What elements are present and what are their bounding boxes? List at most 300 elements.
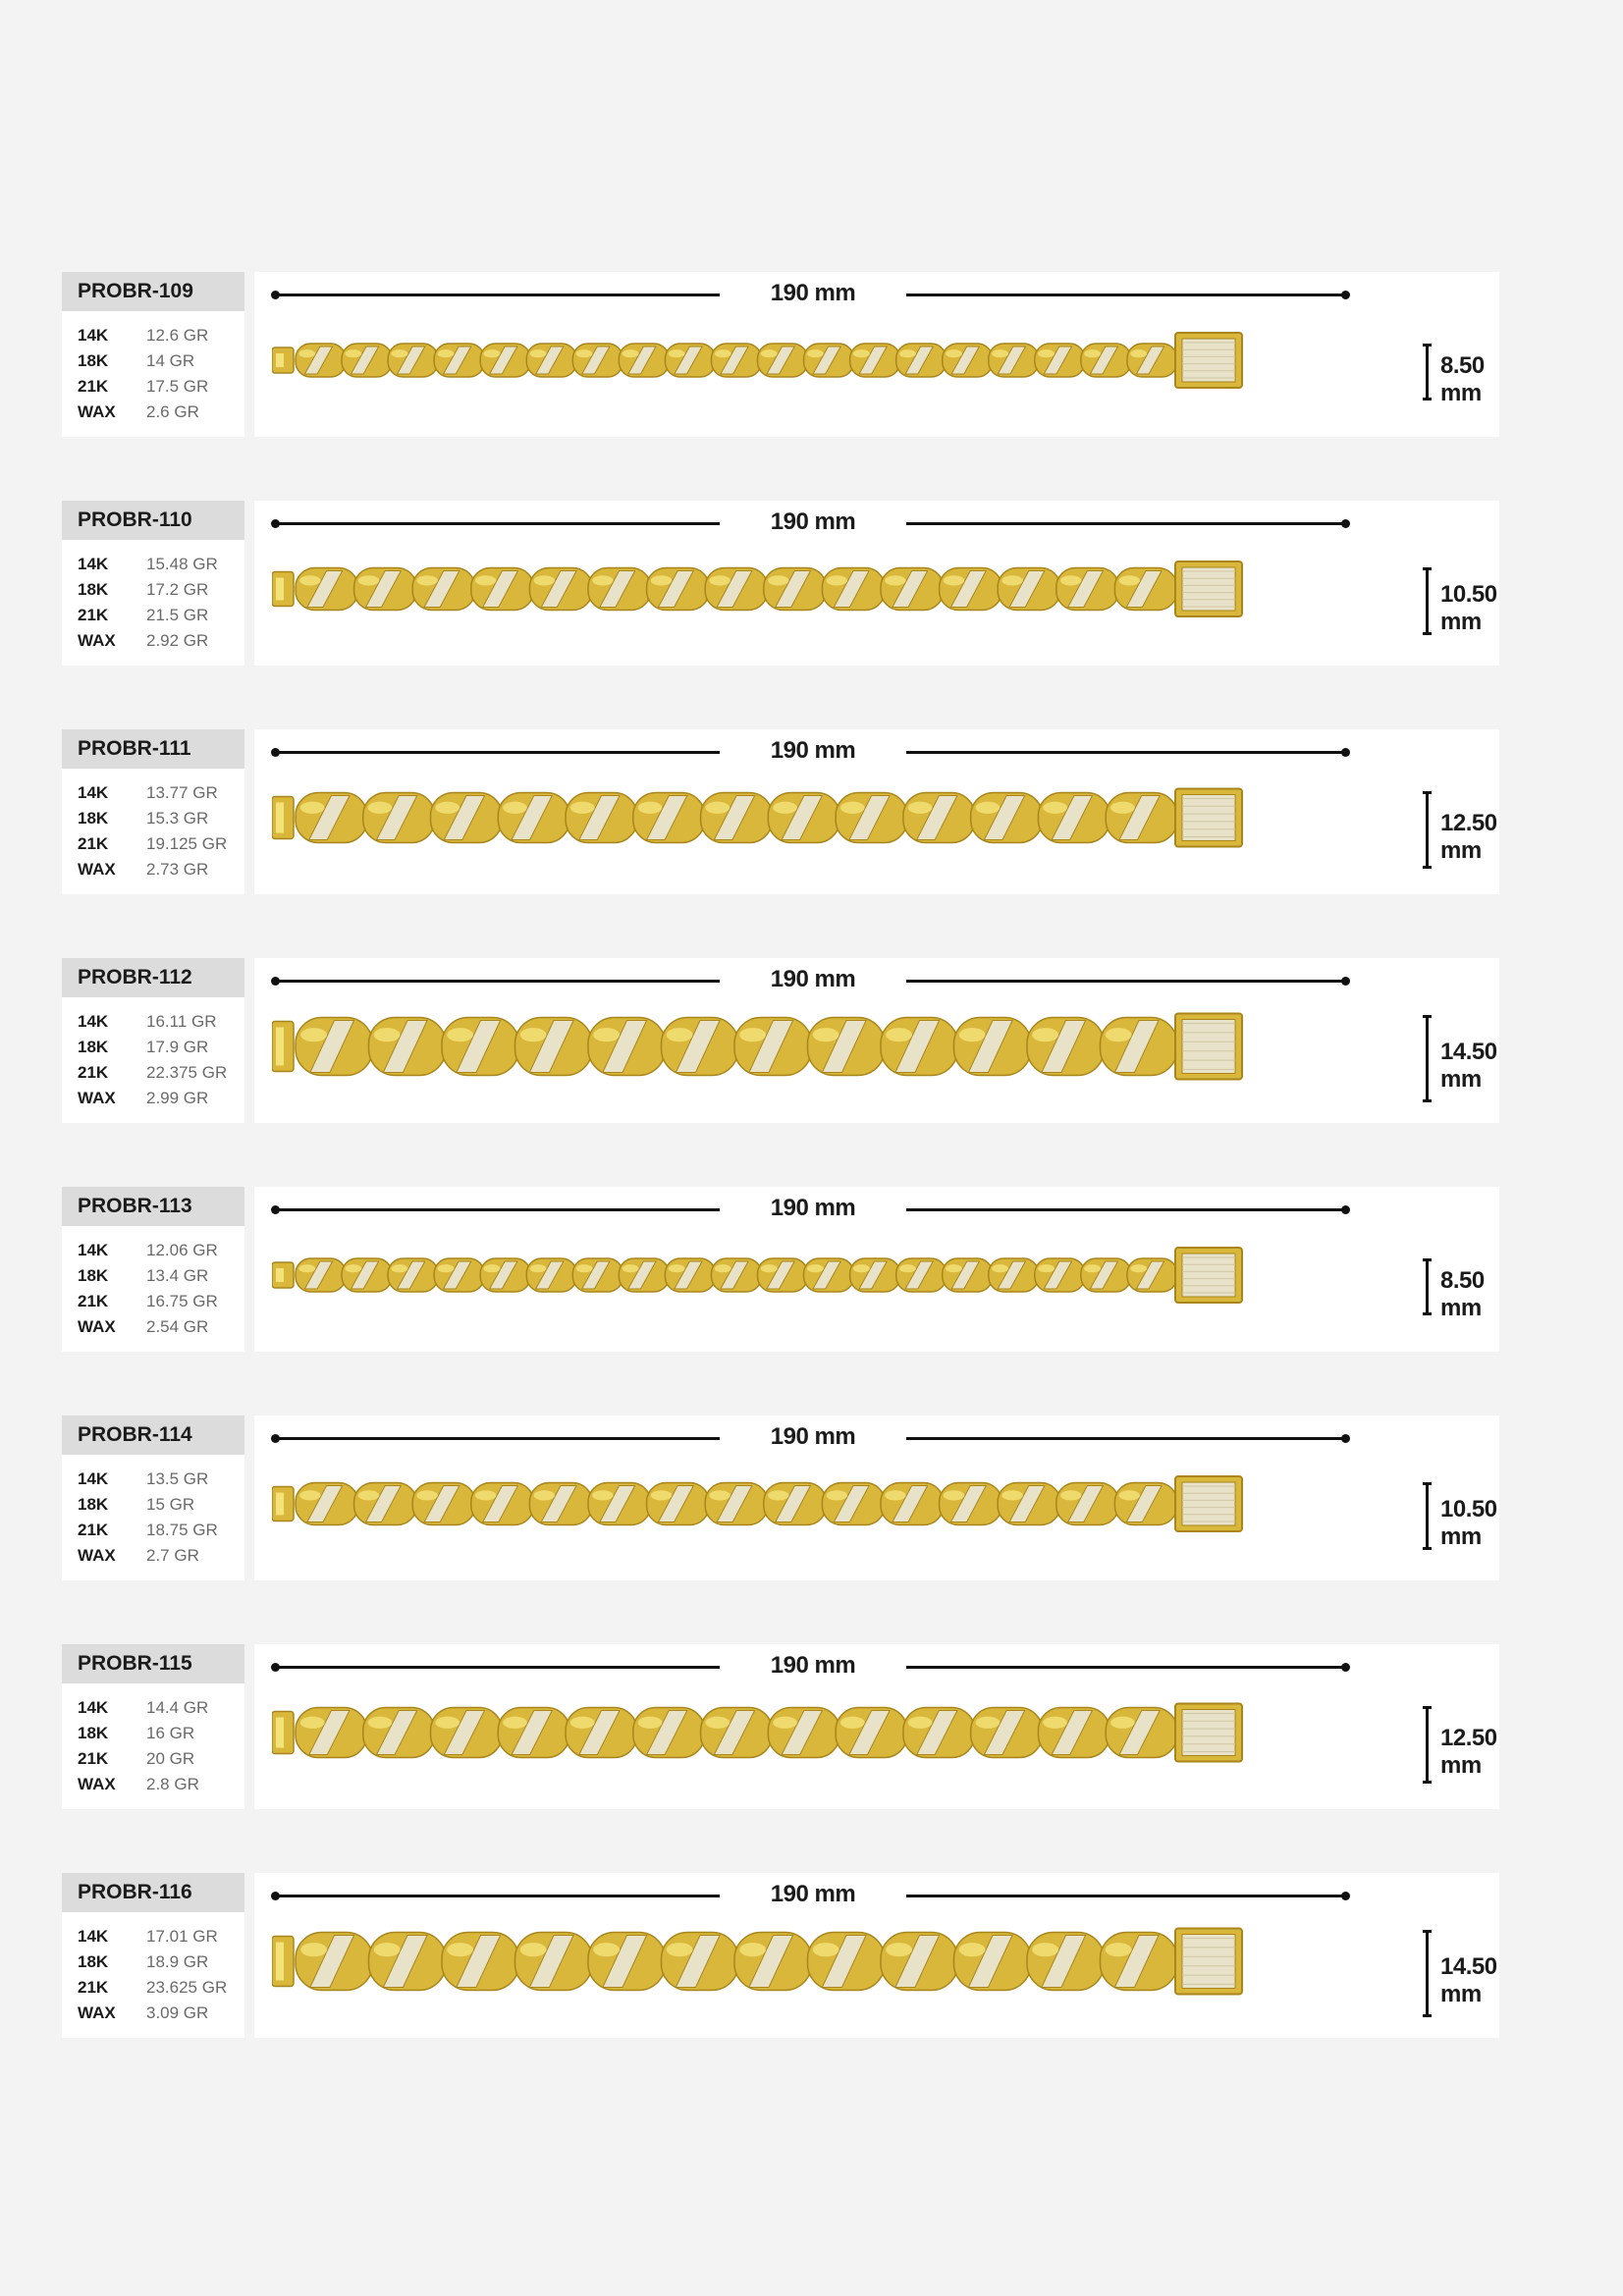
cuban-chain-graphic [272, 1455, 1273, 1553]
width-dimension-bar [1426, 1482, 1429, 1550]
weight-line [78, 806, 227, 831]
width-dimension-bar [1426, 1258, 1429, 1315]
chain-end-highlight [276, 578, 284, 601]
karat-label: 21K [78, 377, 109, 396]
bracelet-image [272, 1226, 1273, 1329]
clasp-pave-panel [1182, 1482, 1235, 1525]
karat-label: WAX [78, 1546, 116, 1565]
weight-line [78, 323, 208, 348]
chain-link [296, 1483, 358, 1525]
width-label: 14.50 mm [1440, 1039, 1497, 1093]
chain-link [836, 1708, 907, 1758]
weight-line [78, 1009, 227, 1035]
chain-end-highlight [276, 1718, 284, 1748]
length-dimension-line-right [906, 1666, 1346, 1669]
chain-link [971, 793, 1043, 843]
product-row [62, 501, 1499, 666]
length-endpoint-right [1341, 748, 1350, 757]
chain-link [296, 344, 346, 377]
karat-label: 21K [78, 1292, 109, 1310]
weight-line [78, 1746, 208, 1772]
chain-link [734, 1018, 812, 1076]
chain-link [836, 793, 907, 843]
weight-value: 17.9 GR [146, 1038, 209, 1056]
chain-link [701, 793, 773, 843]
chain-link [412, 1483, 475, 1525]
chain-link [940, 1483, 1002, 1525]
weight-line [78, 1467, 218, 1492]
length-label: 190 mm [770, 737, 856, 764]
length-endpoint-left [271, 291, 280, 299]
karat-label: 18K [78, 351, 109, 370]
chain-link [1081, 344, 1131, 377]
chain-link [850, 344, 900, 377]
weight-line [78, 1035, 227, 1060]
chain-link [1027, 1933, 1105, 1991]
bracelet-panel [254, 1644, 1499, 1809]
weight-line [78, 552, 218, 577]
chain-link [354, 568, 417, 611]
weight-value: 17.5 GR [146, 377, 209, 396]
chain-link [471, 568, 534, 611]
chain-link [296, 1258, 346, 1292]
length-endpoint-left [271, 1663, 280, 1672]
weight-value: 23.625 GR [146, 1978, 228, 1997]
karat-label: 14K [78, 1012, 109, 1031]
chain-link [1127, 1258, 1177, 1292]
karat-label: 21K [78, 1063, 109, 1082]
chain-link [662, 1018, 739, 1076]
width-dimension-bar [1426, 791, 1429, 869]
chain-link [296, 1933, 373, 1991]
karat-label: WAX [78, 860, 116, 879]
weight-line [78, 1060, 227, 1086]
weight-line [78, 857, 227, 882]
chain-link [903, 1708, 975, 1758]
chain-end-highlight [276, 1028, 284, 1066]
weight-line [78, 1492, 218, 1518]
product-code: PROBR-116 [62, 1873, 244, 1912]
length-dimension-line-right [906, 522, 1346, 525]
bracelet-panel [254, 1187, 1499, 1352]
weight-value: 2.8 GR [146, 1775, 199, 1793]
chain-link [412, 568, 475, 611]
cuban-chain-graphic [272, 1683, 1273, 1782]
chain-link [804, 1258, 854, 1292]
product-info-card [62, 1187, 244, 1352]
weight-line [78, 1086, 227, 1111]
weight-value: 2.73 GR [146, 860, 209, 879]
weight-line [78, 1975, 227, 2001]
chain-link [758, 344, 808, 377]
clasp-pave-panel [1182, 1254, 1235, 1297]
chain-link [896, 1258, 947, 1292]
chain-link [665, 344, 715, 377]
product-row [62, 958, 1499, 1123]
weight-line [78, 1924, 227, 1949]
weight-value: 14 GR [146, 351, 195, 370]
chain-link [1056, 568, 1119, 611]
length-dimension-line-left [276, 1666, 720, 1669]
chain-link [588, 1018, 666, 1076]
weight-line [78, 780, 227, 806]
chain-link [566, 793, 637, 843]
weight-table [78, 323, 208, 425]
product-code: PROBR-111 [62, 729, 244, 769]
chain-link [296, 1018, 373, 1076]
bracelet-image [272, 997, 1273, 1100]
length-label: 190 mm [770, 280, 856, 306]
chain-link [480, 344, 530, 377]
cuban-chain-graphic [272, 1226, 1273, 1324]
chain-link [1106, 793, 1177, 843]
chain-link [822, 568, 885, 611]
weight-value: 15.3 GR [146, 809, 209, 828]
weight-value: 3.09 GR [146, 2003, 209, 2022]
clasp-pave-panel [1182, 795, 1235, 841]
chain-link [705, 568, 768, 611]
bracelet-panel [254, 501, 1499, 666]
clasp-pave-panel [1182, 567, 1235, 611]
clasp-pave-panel [1182, 1020, 1235, 1074]
weight-line [78, 1695, 208, 1721]
weight-line [78, 831, 227, 857]
chain-link [943, 1258, 993, 1292]
karat-label: 18K [78, 580, 109, 599]
product-code: PROBR-109 [62, 272, 244, 311]
chain-link [363, 793, 435, 843]
weight-line [78, 1263, 218, 1289]
chain-link [529, 1483, 592, 1525]
karat-label: 18K [78, 809, 109, 828]
length-label: 190 mm [770, 1881, 856, 1907]
length-dimension-line-right [906, 751, 1346, 754]
length-dimension-line-right [906, 980, 1346, 983]
chain-link [943, 344, 993, 377]
length-dimension-line-right [906, 1208, 1346, 1211]
weight-line [78, 1289, 218, 1314]
chain-link [498, 793, 569, 843]
chain-link [701, 1708, 773, 1758]
product-code: PROBR-114 [62, 1415, 244, 1455]
length-endpoint-left [271, 519, 280, 528]
chain-link [342, 344, 392, 377]
product-code: PROBR-113 [62, 1187, 244, 1226]
weight-value: 12.6 GR [146, 326, 209, 345]
weight-value: 15.48 GR [146, 555, 218, 573]
weight-value: 17.01 GR [146, 1927, 218, 1946]
product-row [62, 1873, 1499, 2038]
weight-table [78, 1009, 227, 1111]
weight-value: 18.9 GR [146, 1952, 209, 1971]
chain-link [572, 1258, 622, 1292]
karat-label: WAX [78, 402, 116, 421]
chain-link [1035, 344, 1085, 377]
width-dimension-bar [1426, 1930, 1429, 2017]
weight-line [78, 1543, 218, 1569]
weight-table [78, 1924, 227, 2026]
weight-line [78, 1949, 227, 1975]
chain-link [633, 793, 705, 843]
width-label: 12.50 mm [1440, 1725, 1497, 1779]
width-dimension-bar [1426, 1706, 1429, 1784]
weight-table [78, 780, 227, 882]
karat-label: 14K [78, 555, 109, 573]
karat-label: WAX [78, 1775, 116, 1793]
length-endpoint-left [271, 1434, 280, 1443]
width-label: 10.50 mm [1440, 581, 1497, 635]
chain-link [619, 344, 669, 377]
weight-value: 13.4 GR [146, 1266, 209, 1285]
clasp-pave-panel [1182, 1710, 1235, 1756]
chain-link [734, 1933, 812, 1991]
weight-table [78, 1695, 208, 1797]
width-dimension-bar [1426, 567, 1429, 635]
weight-value: 2.92 GR [146, 631, 209, 650]
chain-link [989, 344, 1039, 377]
karat-label: 14K [78, 1698, 109, 1717]
chain-link [954, 1018, 1032, 1076]
chain-link [764, 568, 827, 611]
chain-link [662, 1933, 739, 1991]
length-dimension-line-left [276, 751, 720, 754]
length-endpoint-left [271, 1892, 280, 1900]
product-row [62, 1644, 1499, 1809]
length-dimension-line-left [276, 522, 720, 525]
weight-value: 2.6 GR [146, 402, 199, 421]
chain-link [896, 344, 947, 377]
weight-value: 22.375 GR [146, 1063, 228, 1082]
product-info-card [62, 1644, 244, 1809]
chain-link [850, 1258, 900, 1292]
weight-value: 14.4 GR [146, 1698, 209, 1717]
chain-end-highlight [276, 1268, 284, 1282]
length-endpoint-right [1341, 519, 1350, 528]
product-info-card [62, 1415, 244, 1580]
chain-link [363, 1708, 435, 1758]
bracelet-panel [254, 1415, 1499, 1580]
bracelet-image [272, 311, 1273, 414]
bracelet-panel [254, 272, 1499, 437]
karat-label: 21K [78, 606, 109, 624]
product-info-card [62, 1873, 244, 2038]
chain-link [903, 793, 975, 843]
chain-link [711, 1258, 761, 1292]
width-dimension-bar [1426, 1015, 1429, 1102]
chain-link [388, 1258, 438, 1292]
cuban-chain-graphic [272, 311, 1273, 409]
chain-link [881, 1018, 958, 1076]
weight-line [78, 348, 208, 374]
weight-value: 20 GR [146, 1749, 195, 1768]
weight-line [78, 1721, 208, 1746]
chain-end-highlight [276, 353, 284, 367]
product-row [62, 272, 1499, 437]
chain-link [989, 1258, 1039, 1292]
product-info-card [62, 729, 244, 894]
product-info-card [62, 272, 244, 437]
chain-link [808, 1933, 886, 1991]
length-label: 190 mm [770, 966, 856, 992]
chain-link [442, 1933, 519, 1991]
product-info-card [62, 958, 244, 1123]
length-endpoint-left [271, 977, 280, 986]
karat-label: 18K [78, 1038, 109, 1056]
length-dimension-line-left [276, 1437, 720, 1440]
chain-link [296, 1708, 367, 1758]
chain-link [881, 1933, 958, 1991]
cuban-chain-graphic [272, 540, 1273, 638]
chain-link [431, 1708, 503, 1758]
chain-link [354, 1483, 417, 1525]
chain-link [1106, 1708, 1177, 1758]
weight-line [78, 577, 218, 603]
chain-end-highlight [276, 1493, 284, 1516]
product-code: PROBR-110 [62, 501, 244, 540]
weight-line [78, 1772, 208, 1797]
chain-link [369, 1018, 447, 1076]
weight-value: 16 GR [146, 1724, 195, 1742]
length-label: 190 mm [770, 508, 856, 535]
bracelet-panel [254, 1873, 1499, 2038]
chain-link [369, 1933, 447, 1991]
karat-label: 18K [78, 1495, 109, 1514]
product-row [62, 729, 1499, 894]
chain-link [572, 344, 622, 377]
weight-table [78, 552, 218, 654]
chain-link [881, 1483, 944, 1525]
cuban-chain-graphic [272, 1912, 1273, 2010]
bracelet-panel [254, 958, 1499, 1123]
weight-table [78, 1467, 218, 1569]
karat-label: 18K [78, 1724, 109, 1742]
length-dimension-line-left [276, 980, 720, 983]
chain-link [471, 1483, 534, 1525]
karat-label: WAX [78, 631, 116, 650]
chain-link [1038, 793, 1109, 843]
bracelet-image [272, 769, 1273, 872]
chain-link [1038, 1708, 1109, 1758]
chain-link [1114, 568, 1177, 611]
weight-line [78, 374, 208, 400]
cuban-chain-graphic [272, 769, 1273, 867]
chain-link [296, 568, 358, 611]
karat-label: WAX [78, 1317, 116, 1336]
karat-label: 14K [78, 1241, 109, 1259]
chain-end-highlight [276, 1943, 284, 1981]
weight-line [78, 628, 218, 654]
chain-link [434, 344, 484, 377]
karat-label: WAX [78, 2003, 116, 2022]
karat-label: 14K [78, 1469, 109, 1488]
chain-link [954, 1933, 1032, 1991]
chain-link [515, 1018, 593, 1076]
bracelet-image [272, 1455, 1273, 1558]
chain-link [804, 344, 854, 377]
weight-value: 12.06 GR [146, 1241, 218, 1259]
chain-link [588, 568, 651, 611]
weight-line [78, 603, 218, 628]
karat-label: 21K [78, 1521, 109, 1539]
karat-label: 14K [78, 783, 109, 802]
product-row [62, 1187, 1499, 1352]
width-dimension-bar [1426, 344, 1429, 400]
chain-link [1035, 1258, 1085, 1292]
width-label: 8.50 mm [1440, 352, 1485, 406]
chain-link [998, 1483, 1060, 1525]
length-endpoint-right [1341, 1663, 1350, 1672]
length-label: 190 mm [770, 1423, 856, 1450]
chain-link [1101, 1933, 1178, 1991]
length-dimension-line-left [276, 1895, 720, 1897]
length-dimension-line-left [276, 1208, 720, 1211]
length-endpoint-left [271, 1205, 280, 1214]
weight-value: 2.54 GR [146, 1317, 209, 1336]
weight-value: 13.77 GR [146, 783, 218, 802]
cuban-chain-graphic [272, 997, 1273, 1095]
chain-link [526, 1258, 576, 1292]
chain-link [705, 1483, 768, 1525]
chain-link [526, 344, 576, 377]
chain-link [998, 568, 1060, 611]
weight-value: 16.75 GR [146, 1292, 218, 1310]
chain-link [1027, 1018, 1105, 1076]
width-label: 12.50 mm [1440, 810, 1497, 864]
length-endpoint-right [1341, 1434, 1350, 1443]
weight-line [78, 2001, 227, 2026]
bracelet-image [272, 540, 1273, 643]
chain-link [764, 1483, 827, 1525]
product-code: PROBR-112 [62, 958, 244, 997]
chain-link [711, 344, 761, 377]
chain-end-highlight [276, 803, 284, 833]
weight-value: 15 GR [146, 1495, 195, 1514]
chain-link [480, 1258, 530, 1292]
length-endpoint-left [271, 748, 280, 757]
chain-link [822, 1483, 885, 1525]
product-code: PROBR-115 [62, 1644, 244, 1683]
weight-value: 2.99 GR [146, 1089, 209, 1107]
chain-link [529, 568, 592, 611]
weight-value: 2.7 GR [146, 1546, 199, 1565]
bracelet-panel [254, 729, 1499, 894]
karat-label: WAX [78, 1089, 116, 1107]
length-endpoint-right [1341, 977, 1350, 986]
chain-link [633, 1708, 705, 1758]
weight-value: 19.125 GR [146, 834, 228, 853]
length-label: 190 mm [770, 1195, 856, 1221]
chain-link [665, 1258, 715, 1292]
bracelet-image [272, 1683, 1273, 1787]
weight-value: 17.2 GR [146, 580, 209, 599]
karat-label: 18K [78, 1266, 109, 1285]
chain-link [434, 1258, 484, 1292]
length-dimension-line-left [276, 294, 720, 296]
weight-table [78, 1238, 218, 1340]
chain-link [940, 568, 1002, 611]
chain-link [881, 568, 944, 611]
chain-link [1101, 1018, 1178, 1076]
karat-label: 14K [78, 326, 109, 345]
length-dimension-line-right [906, 1437, 1346, 1440]
chain-link [342, 1258, 392, 1292]
chain-link [808, 1018, 886, 1076]
chain-link [388, 344, 438, 377]
chain-link [647, 568, 710, 611]
chain-link [431, 793, 503, 843]
width-label: 14.50 mm [1440, 1953, 1497, 2007]
chain-link [588, 1483, 651, 1525]
